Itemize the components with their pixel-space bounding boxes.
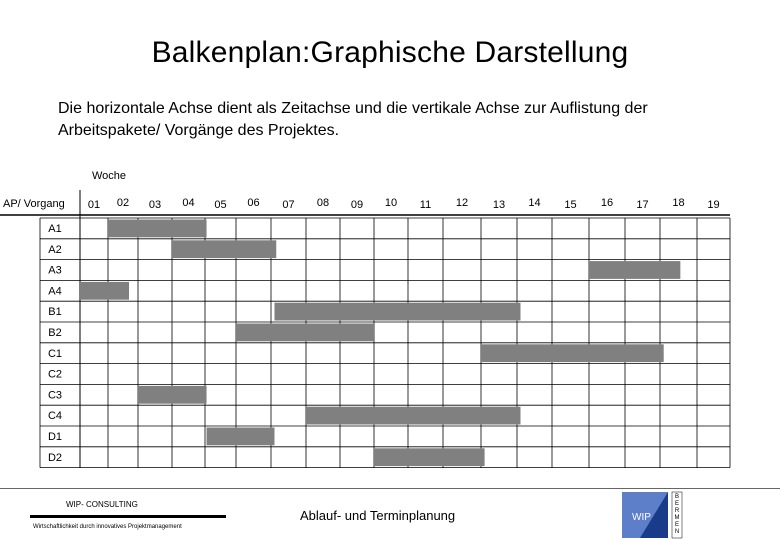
week-label: 06 <box>247 197 260 209</box>
slide-description: Die horizontale Achse dient als Zeitachse und die vertikale Achse zur Auflistung der Arbeitspakete/ Vorgänge des Projektes. <box>58 100 648 139</box>
week-label: 05 <box>214 199 227 211</box>
company-logo <box>620 490 686 540</box>
week-label: 03 <box>148 199 162 211</box>
task-bar <box>275 303 521 321</box>
tasks-axis-label: AP/ Vorgang <box>3 198 65 210</box>
week-label: 04 <box>182 197 195 209</box>
slide-title: Balkenplan:Graphische Darstellung <box>151 36 629 69</box>
task-label: A3 <box>48 264 62 277</box>
week-label: 02 <box>116 197 130 209</box>
week-label: 09 <box>350 199 364 211</box>
week-label: 14 <box>528 197 541 209</box>
task-label: C1 <box>47 347 63 360</box>
task-bar <box>306 407 521 425</box>
task-label: A2 <box>48 243 62 256</box>
week-label: 01 <box>87 199 101 211</box>
footer-divider <box>0 488 780 489</box>
task-bar <box>207 428 275 446</box>
task-label: A4 <box>48 285 62 298</box>
week-label: 18 <box>672 197 685 209</box>
logo-side-letters: B E R M E N <box>674 494 680 535</box>
week-label: 12 <box>455 197 469 209</box>
task-label: A1 <box>48 223 62 235</box>
task-label: C3 <box>47 389 63 402</box>
week-label: 10 <box>384 197 398 209</box>
logo-text: WIP <box>632 512 651 523</box>
task-label: B1 <box>48 306 62 319</box>
week-label: 19 <box>707 199 720 211</box>
footer-underline <box>30 515 226 518</box>
task-bar <box>80 282 129 300</box>
task-bar <box>589 261 680 279</box>
task-label: D2 <box>47 451 63 464</box>
task-bar <box>108 220 207 238</box>
task-bar <box>138 386 207 404</box>
footer-company: WIP- CONSULTING <box>66 500 138 509</box>
footer-topic: Ablauf- und Terminplanung <box>300 508 456 523</box>
task-bar <box>236 324 374 342</box>
week-label: 08 <box>316 197 330 209</box>
week-label: 15 <box>564 199 577 211</box>
week-label: 07 <box>282 199 295 211</box>
week-label: 13 <box>492 199 506 211</box>
week-label: 17 <box>636 199 649 211</box>
week-label: 11 <box>419 199 432 211</box>
week-label: 16 <box>600 197 614 209</box>
task-label: B2 <box>48 327 62 339</box>
task-bar <box>172 240 276 258</box>
task-bar <box>481 344 664 362</box>
task-bar <box>374 448 485 466</box>
task-label: C4 <box>47 410 63 423</box>
task-label: D1 <box>47 431 63 443</box>
task-label: C2 <box>47 368 63 381</box>
weeks-axis-label: Woche <box>92 170 127 182</box>
footer-tagline: Wirtschaftlichkeit durch innovatives Projektmanagement <box>33 524 182 530</box>
